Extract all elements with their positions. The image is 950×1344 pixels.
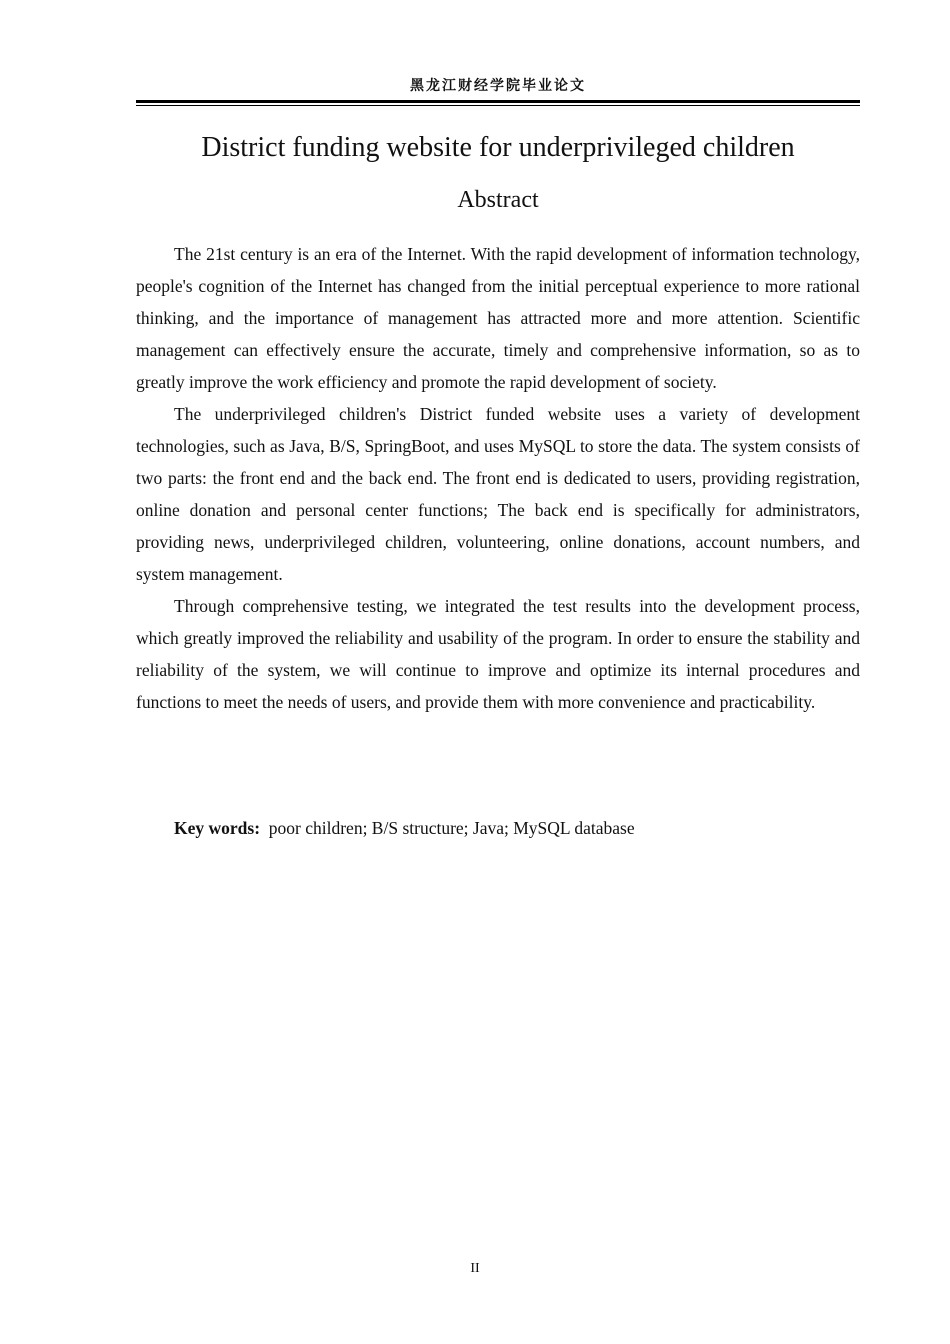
page-number: II xyxy=(470,1261,480,1276)
header-divider-thick xyxy=(136,100,860,103)
keywords-label: Key words: xyxy=(174,818,261,838)
page-header: 黑龙江财经学院毕业论文 xyxy=(410,78,586,94)
header-divider-thin xyxy=(136,105,860,106)
abstract-body xyxy=(136,238,860,718)
abstract-heading: Abstract xyxy=(457,187,539,213)
keywords-list: poor children; B/S structure; Java; MySQL database xyxy=(268,818,635,838)
document-title: District funding website for underprivileged children xyxy=(201,132,795,163)
keywords-line xyxy=(174,812,635,844)
abstract-paragraph: The underprivileged children's District funded website uses a variety of development technologies, such as Java, B/S, SpringBoot, and uses MySQL to store the data. The system consists of two parts: the front end and the back end. The front end is dedicated to users, providing registration, online donation and personal center functions; The back end is specifically for administrators, providing news, underprivileged children, volunteering, online donations, account numbers, and system management. xyxy=(136,404,860,584)
abstract-paragraph: Through comprehensive testing, we integrated the test results into the development process, which greatly improved the reliability and usability of the program. In order to ensure the stability and reliability of the system, we will continue to improve and optimize its internal procedures and functions to meet the needs of users, and provide them with more convenience and practicability. xyxy=(136,596,860,712)
abstract-paragraph: The 21st century is an era of the Internet. With the rapid development of information technology, people's cognition of the Internet has changed from the initial perceptual experience to more rational thinking, and the importance of management has attracted more and more attention. Scientific management can effectively ensure the accurate, timely and comprehensive information, so as to greatly improve the work efficiency and promote the rapid development of society. xyxy=(136,244,860,392)
